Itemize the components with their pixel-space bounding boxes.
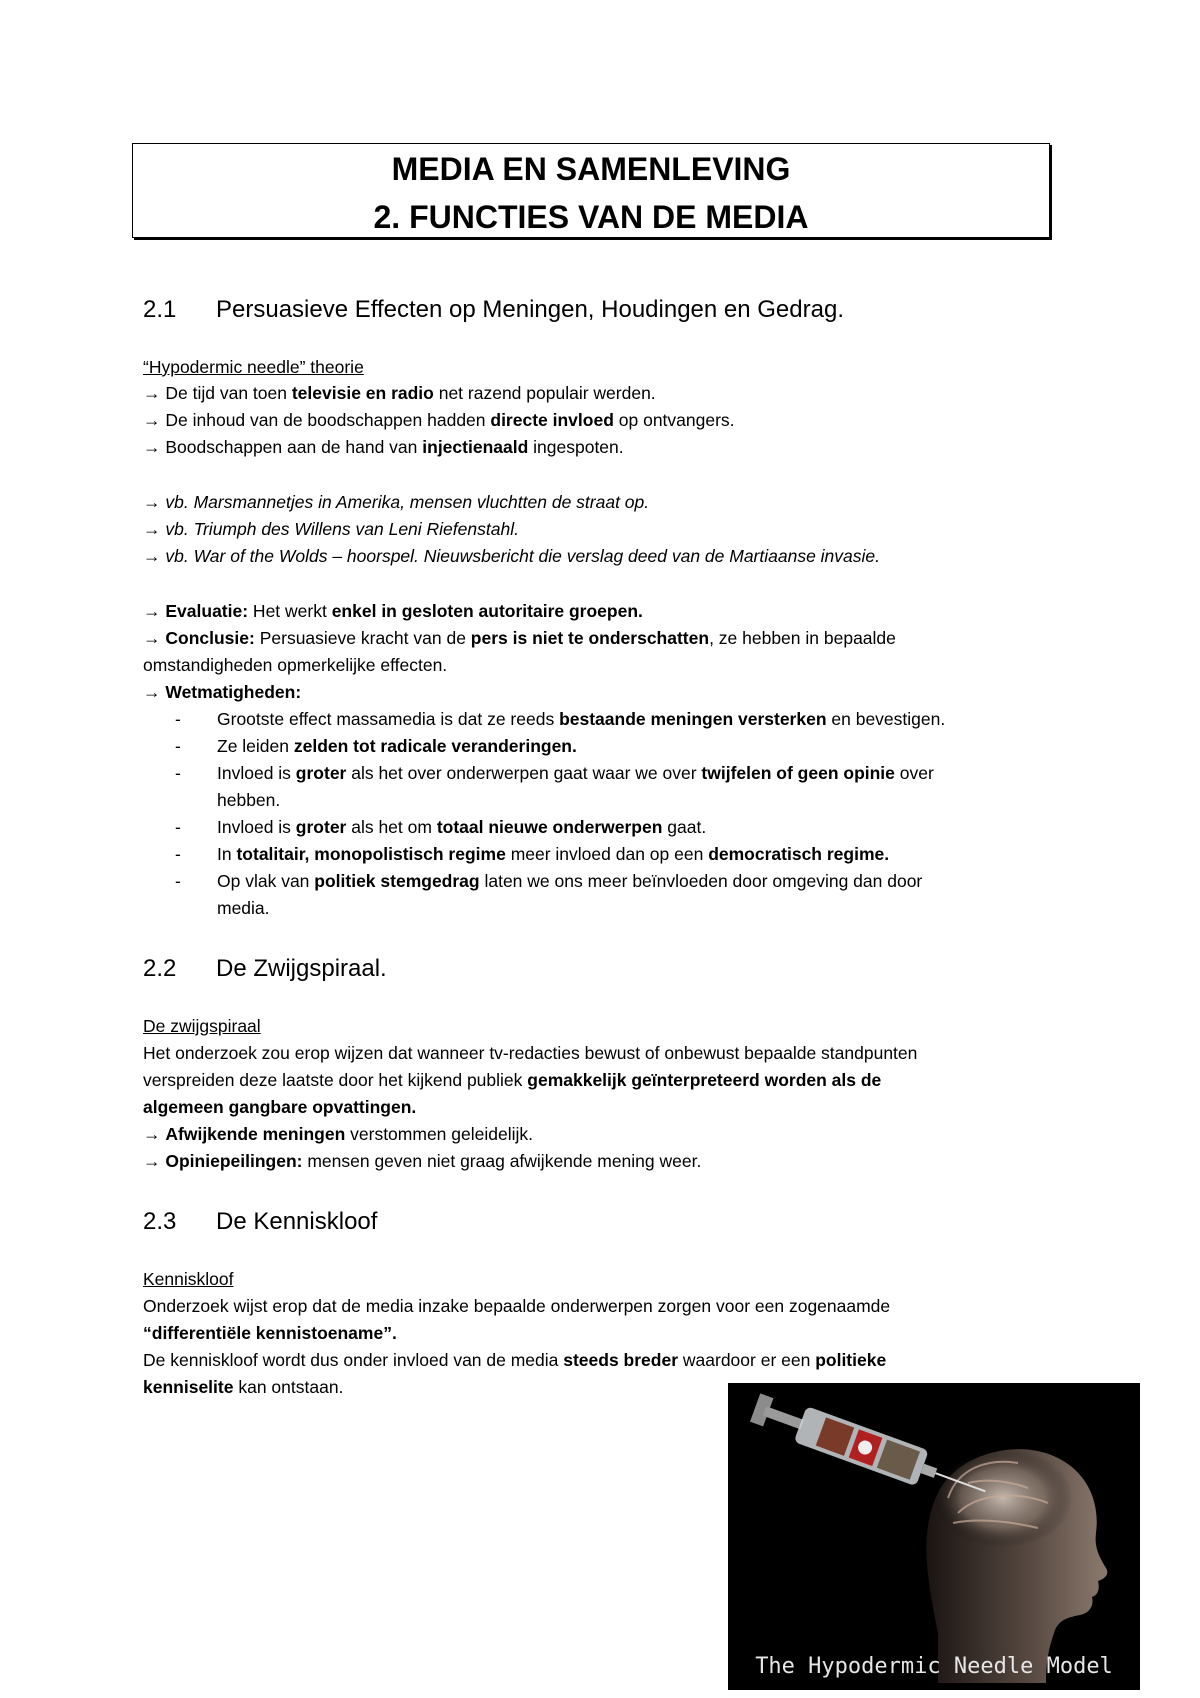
bullet-dash: - bbox=[175, 844, 181, 864]
figure-caption: The Hypodermic Needle Model bbox=[755, 1654, 1113, 1679]
section-number: 2.1 bbox=[143, 296, 177, 323]
arrow-icon: → bbox=[143, 628, 161, 648]
arrow-icon: → bbox=[143, 1124, 161, 1144]
list-item: Invloed is groter als het om totaal nieuwe onderwerpen gaat. bbox=[217, 817, 707, 837]
arrow-icon: → bbox=[143, 682, 161, 702]
arrow-icon: → bbox=[143, 383, 161, 403]
arrow-icon: → bbox=[143, 546, 161, 566]
paragraph-line: verspreiden deze laatste door het kijkend publiek gemakkelijk geïnterpreteerd worden als de bbox=[143, 1070, 882, 1090]
section-title: De Kenniskloof bbox=[216, 1208, 378, 1235]
section-number: 2.2 bbox=[143, 955, 177, 982]
paragraph-line: De kenniskloof wordt dus onder invloed van de media steeds breder waardoor er een politieke bbox=[143, 1350, 887, 1370]
paragraph-line: Het onderzoek zou erop wijzen dat wanneer tv-redacties bewust of onbewust bepaalde standpunten bbox=[143, 1043, 918, 1063]
document-title: MEDIA EN SAMENLEVING bbox=[391, 151, 791, 187]
paragraph-line: kenniselite kan ontstaan. bbox=[143, 1377, 344, 1397]
section-title: Persuasieve Effecten op Meningen, Houdingen en Gedrag. bbox=[216, 296, 844, 323]
example-line: → vb. Triumph des Willens van Leni Riefenstahl. bbox=[143, 519, 519, 539]
arrow-icon: → bbox=[143, 492, 161, 512]
list-item: Invloed is groter als het over onderwerpen gaat waar we over twijfelen of geen opinie over bbox=[217, 763, 934, 783]
subheading-hypodermic: “Hypodermic needle” theorie bbox=[143, 357, 364, 377]
arrow-line: → Opiniepeilingen: mensen geven niet graag afwijkende mening weer. bbox=[143, 1151, 702, 1171]
example-line: → vb. War of the Wolds – hoorspel. Nieuwsbericht die verslag deed van de Martiaanse invasie. bbox=[143, 546, 881, 566]
bullet-dash: - bbox=[175, 763, 181, 783]
paragraph-line: → De tijd van toen televisie en radio net razend populair werden. bbox=[143, 383, 656, 403]
paragraph-line: “differentiële kennistoename”. bbox=[143, 1323, 397, 1343]
list-item: In totalitair, monopolistisch regime meer invloed dan op een democratisch regime. bbox=[217, 844, 890, 864]
list-item: Op vlak van politiek stemgedrag laten we ons meer beïnvloeden door omgeving dan door bbox=[217, 871, 923, 891]
wetmatigheden-line: → Wetmatigheden: bbox=[143, 682, 302, 702]
section-heading-2-3 bbox=[143, 1207, 377, 1237]
conclusion-line: → Conclusie: Persuasieve kracht van de pers is niet te onderschatten, ze hebben in bepaalde bbox=[143, 628, 896, 648]
bullet-dash: - bbox=[175, 736, 181, 756]
example-line: → vb. Marsmannetjes in Amerika, mensen vluchtten de straat op. bbox=[143, 492, 650, 512]
list-item-continuation: media. bbox=[217, 898, 270, 918]
illustration bbox=[728, 1383, 1140, 1690]
paragraph-line: Onderzoek wijst erop dat de media inzake bepaalde onderwerpen zorgen voor een zogenaamde bbox=[143, 1296, 891, 1316]
evaluation-line: → Evaluatie: Het werkt enkel in gesloten autoritaire groepen. bbox=[143, 601, 643, 621]
arrow-icon: → bbox=[143, 519, 161, 539]
subheading-kenniskloof: Kenniskloof bbox=[143, 1269, 234, 1289]
bullet-dash: - bbox=[175, 709, 181, 729]
hypodermic-needle-image bbox=[728, 1383, 1140, 1690]
title-box bbox=[132, 143, 1050, 238]
section-number: 2.3 bbox=[143, 1208, 177, 1235]
arrow-icon: → bbox=[143, 437, 161, 457]
bullet-dash: - bbox=[175, 871, 181, 891]
bullet-dash: - bbox=[175, 817, 181, 837]
subheading-zwijgspiraal: De zwijgspiraal bbox=[143, 1016, 261, 1036]
paragraph-line: → Boodschappen aan de hand van injectienaald ingespoten. bbox=[143, 437, 624, 457]
list-item: Ze leiden zelden tot radicale veranderingen. bbox=[217, 736, 577, 756]
arrow-line: → Afwijkende meningen verstommen geleidelijk. bbox=[143, 1124, 533, 1144]
conclusion-line-2: omstandigheden opmerkelijke effecten. bbox=[143, 655, 448, 675]
section-title: De Zwijgspiraal. bbox=[216, 955, 387, 982]
paragraph-line: → De inhoud van de boodschappen hadden directe invloed op ontvangers. bbox=[143, 410, 735, 430]
section-heading-2-2 bbox=[143, 954, 387, 984]
paragraph-line: algemeen gangbare opvattingen. bbox=[143, 1097, 417, 1117]
arrow-icon: → bbox=[143, 410, 161, 430]
section-heading-2-1 bbox=[143, 295, 844, 325]
list-item-continuation: hebben. bbox=[217, 790, 281, 810]
list-item: Grootste effect massamedia is dat ze reeds bestaande meningen versterken en bevestigen. bbox=[217, 709, 946, 729]
arrow-icon: → bbox=[143, 1151, 161, 1171]
brain-shape bbox=[933, 1448, 1073, 1548]
arrow-icon: → bbox=[143, 601, 161, 621]
document-subtitle: 2. FUNCTIES VAN DE MEDIA bbox=[373, 199, 809, 235]
